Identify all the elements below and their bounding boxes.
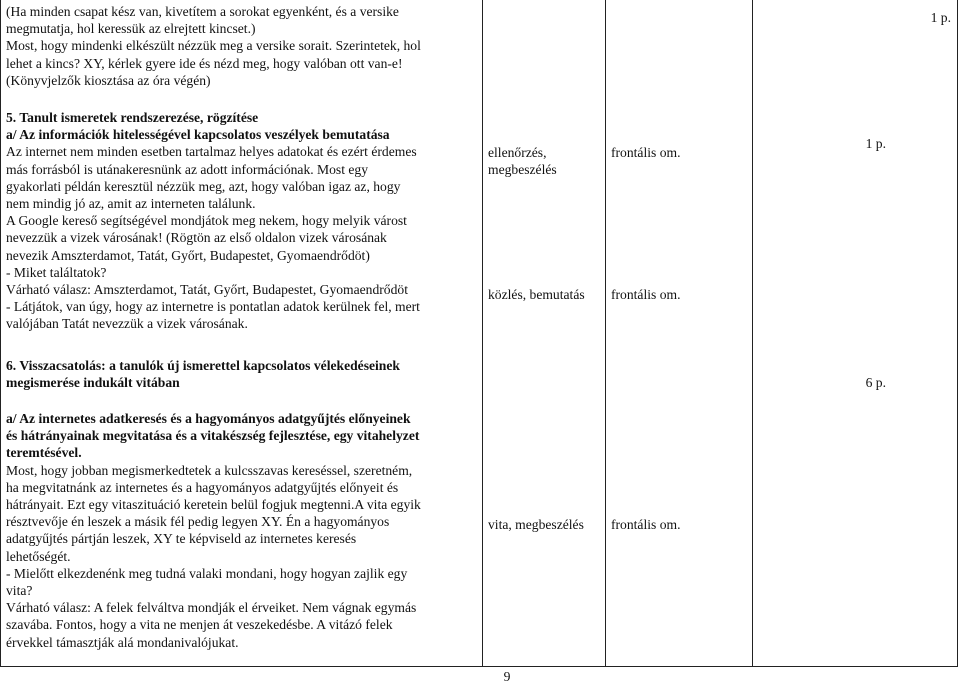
section5-line: nem mindig jó az, amit az interneten találunk. [6,196,256,212]
top-points: 1 p. [930,10,951,25]
top-text-block [6,3,480,89]
section5-line: nevezik Amszterdamot, Tatát, Győrt, Budapestet, Gyomaendrődöt) [6,247,370,263]
method-line: megbeszélés [488,162,557,178]
section5-line: - Látjátok, van úgy, hogy az internetre is pontatlan adatok kerülnek fel, mert [6,299,420,315]
section5-subheading: a/ Az információk hitelességével kapcsolatos veszélyek bemutatása [6,127,390,143]
top-line: lehet a kincs? XY, kérlek gyere ide és nézd meg, hogy valóban ott van-e! [6,55,403,71]
section6-subheading: és hátrányainak megvitatása és a vitakészség fejlesztése, egy vitahelyzet [6,428,420,444]
section6-line: ha megvitatnánk az internetes és a hagyományos adatgyűjtés előnyeit és [6,479,399,495]
section6-method: vita, megbeszélés [488,517,584,532]
table-border-left [0,0,1,666]
section6-subheading: teremtésével. [6,445,82,461]
section6-line: - Mielőtt elkezdenénk meg tudná valaki mondani, hogy hogyan zajlik egy [6,565,408,581]
section6-subheading: a/ Az internetes adatkeresés és a hagyományos adatgyűjtés előnyeinek [6,411,411,426]
section6-heading-block [6,357,480,391]
table-divider-form [752,0,753,666]
section5-line: A Google kereső segítségével mondjátok meg nekem, hogy melyik várost [6,213,407,229]
top-line: Most, hogy mindenki elkészült nézzük meg a versike sorait. Szerintetek, hol [6,38,421,54]
section6-line: vita? [6,583,33,599]
section6-line: érvekkel támasztják alá mondanivalójukat. [6,634,239,650]
section5-form-1: frontális om. [611,145,681,160]
section5-method-2: közlés, bemutatás [488,287,585,302]
section5-method-1 [488,144,603,178]
section5-form-2: frontális om. [611,287,681,302]
section5-text-block [6,109,480,333]
section6-heading: megismerése indukált vitában [6,375,180,391]
section6-line: Most, hogy jobban megismerkedtetek a kulcsszavas kereséssel, szeretném, [6,462,413,478]
table-divider-content [482,0,483,666]
table-border-bottom [0,666,958,667]
section6-line: szavába. Fontos, hogy a vita ne menjen át veszekedésbe. A vitázó felek [6,617,393,633]
section5-line: Várható válasz: Amszterdamot, Tatát, Győrt, Budapestet, Gyomaendrődöt [6,282,408,298]
section6-form: frontális om. [611,517,681,532]
section6-line: hátrányait. Ezt egy vitaszituáció keretein belül fogjuk megtenni.A vita egyik [6,497,421,513]
table-border-right [957,0,958,666]
table-divider-method [605,0,606,666]
section5-line: - Miket találtatok? [6,264,107,280]
section6-text-block [6,410,480,651]
top-line: (Ha minden csapat kész van, kivetítem a sorokat egyenként, és a versike [6,4,399,19]
section5-line: valójában Tatát nevezzük a vizek városának. [6,316,248,332]
section6-points: 6 p. [865,375,886,390]
section6-heading: 6. Visszacsatolás: a tanulók új ismerettel kapcsolatos vélekedéseinek [6,358,400,373]
section5-points: 1 p. [865,136,886,151]
top-line: megmutatja, hol keressük az elrejtett kincset.) [6,21,256,37]
method-line: ellenőrzés, [488,145,547,160]
section6-line: lehetőségét. [6,548,71,564]
section5-line: Az internet nem minden esetben tartalmaz helyes adatokat és ezért érdemes [6,144,417,160]
top-line: (Könyvjelzők kiosztása az óra végén) [6,72,211,88]
section5-heading: 5. Tanult ismeretek rendszerezése, rögzítése [6,110,259,125]
section6-line: résztvevője én leszek a másik fél pedig legyen XY. Én a hagyományos [6,514,390,530]
section6-line: Várható válasz: A felek felváltva mondják el érveiket. Nem vágnak egymás [6,600,417,616]
section6-line: adatgyűjtés pártján leszek, XY te képviseld az internetes keresés [6,531,357,547]
section5-line: más forrásból is utánakeresnünk az adott információnak. Most egy [6,161,369,177]
section5-line: nevezzük a vizek városának! (Rögtön az első oldalon vizek városának [6,230,387,246]
section5-line: gyakorlati példán keresztül nézzük meg, azt, hogy valóban igaz az, hogy [6,178,401,194]
page-number: 9 [503,669,511,684]
